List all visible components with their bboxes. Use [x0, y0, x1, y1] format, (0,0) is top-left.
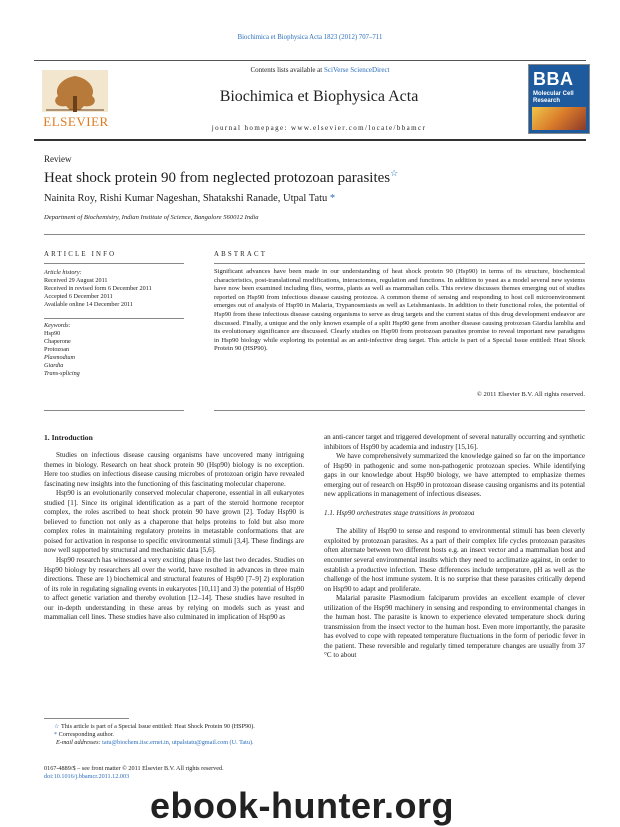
running-head: Biochimica et Biophysica Acta 1823 (2012) 707–711 — [237, 34, 383, 41]
article-history — [44, 269, 194, 309]
footnote: ☆ This article is part of a Special Issue entitled: Heat Shock Protein 90 (HSP90). — [54, 723, 255, 730]
title-footnote-mark[interactable]: ☆ — [390, 168, 399, 178]
paragraph: The ability of Hsp90 to sense and respond to environmental stimuli has been cleverly exploited by protozoan parasites. As a part of their complex life cycles protozoan parasites often alternate between two different hosts e.g. an insect vector and a mammalian host and encounter several environmental insults which they need to acclimatize against, in order to establish a productive infection. These differences include temperature, pH as well as the challenge of the host immune system. It is no surprise that these parasites critically depend on Hsp90 to adapt and proliferate. — [324, 527, 585, 593]
keyword: Giardia — [44, 362, 64, 369]
paragraph: an anti-cancer target and triggered development of several naturally occurring and synthetic inhibitors of Hsp90 by academia and industry [15,16]. — [324, 433, 585, 451]
abstract-text: Significant advances have been made in our understanding of heat shock protein 90 (Hsp90) in terms of its structure, biochemical characteristics, post-translational modifications, interactomes, regulation and functions. In addition to yeast as a model several new systems have now been examined including flies, worms, plants as well as mammalian cells. This review discusses themes emerging out of studies reported on Hsp90 from infectious disease causing protozoa. A common theme of sensing and responding to host cell microenvironment emerges out of analysis of Hsp90 in Malaria, Trypanosmiasis as well as Leishmaniasis. In addition to their functional roles, the potential of Hsp90 from these infectious disease causing organisms to serve as drug targets and the current status of this drug development endeavor are discussed. Finally, a unique and the only known example of a split Hsp90 gene from another disease causing protozoan Giardia lamblia and its evolutionary significance are discussed. Clearly studies on Hsp90 from protozoan parasites promise to reveal important new paradigms in Hsp90 biology while exploring its potential as an anti-infective drug target. This article is part of a Special Issue entitled: Heat Shock Protein 90 (HSP90). — [214, 268, 585, 353]
history-item: Accepted 6 December 2011 — [44, 293, 113, 300]
history-item: Received 29 August 2011 — [44, 277, 108, 284]
paragraph: Hsp90 research has witnessed a very exciting phase in the last two decades. Studies on Hsp90 biology by researchers all over the world, have resulted in advances in three main directions. These are 1) biochemical and structural features of Hsp90 [7–9] 2) exploration of its role in regulating signaling events in eukaryotes [10,11] and 3) the potential of Hsp90 to affect genetic variation and thereby evolution [12–14]. These studies have resulted in our in-depth understanding in these areas by relying on models such as yeast and mammalian cell lines. These studies have also culminated in implication of Hsp90 as — [44, 556, 304, 622]
journal-title: Biochimica et Biophysica Acta — [219, 88, 419, 105]
issn: 0167-4889/$ – see front matter © 2011 Elsevier B.V. All rights reserved. — [44, 765, 224, 772]
paragraph: Malarial parasite Plasmodium falciparum provides an excellent example of clever utilization of the Hsp90 machinery in sensing and responding to environmental changes in the human host. The parasite is known to experience elevated temperature shock during transmission from the insect vector to the human host. Even more importantly, the parasite has evolved to cope with repeated temperature fluctuations in the form of periodic fever in the patient. These reversible and regularly timed temperature changes are usually from 37 °C to about — [324, 594, 585, 660]
paragraph: Hsp90 is an evolutionarily conserved molecular chaperone, essential in all eukaryotes studied [1]. Since its original identification as a part of the steroid hormone receptor complex, the roles ascribed to heat shock protein 90 have grown [2]. Today Hsp90 is believed to function not only as a chaperone that helps proteins to fold but also more complex roles in maintaining regulatory proteins in metastable conformations that are poised for activation in response to specific environmental stimuli [3,4]. These findings are now well supported by structural and mechanistic data [5,6]. — [44, 489, 304, 555]
abstract-heading: ABSTRACT — [214, 251, 268, 258]
right-column — [324, 433, 585, 661]
watermark: ebook-hunter.org — [150, 785, 454, 826]
corresponding-mark[interactable]: * — [329, 193, 336, 204]
header-rule — [44, 234, 585, 235]
keywords-label: Keywords: — [44, 322, 71, 329]
masthead-bottom-rule — [34, 139, 586, 141]
cover-bba: BBA — [533, 69, 574, 89]
footnotes — [44, 723, 304, 747]
cover-image — [532, 107, 586, 130]
footnote-rule — [44, 718, 129, 719]
abstract-rule — [214, 263, 585, 264]
front-matter — [44, 765, 304, 781]
info-rule — [44, 263, 184, 264]
left-column — [44, 451, 304, 623]
copyright: © 2011 Elsevier B.V. All rights reserved. — [476, 391, 585, 398]
history-item: Received in revised form 6 December 2011 — [44, 285, 152, 292]
subsection-heading: 1.1. Hsp90 orchestrates stage transitions in protozoa — [324, 508, 475, 517]
elsevier-logo — [34, 66, 116, 128]
keyword: Chaperone — [44, 338, 71, 345]
info-bottom-rule — [44, 410, 184, 411]
journal-cover — [528, 64, 590, 134]
paragraph: We have comprehensively summarized the knowledge gained so far on the importance of Hsp90 in pathogenic and some non-pathogenic protozoan species. While identifying gaps in our knowledge about Hsp90 biology, we have attempted to emphasize themes emerging out of research on Hsp90 in protozoan disease causing organisms and its potential new applications in management of infectious diseases. — [324, 452, 585, 499]
authors: Nainita Roy, Rishi Kumar Nageshan, Shatakshi Ranade, Utpal Tatu — [44, 193, 328, 204]
keyword: Trans-splicing — [44, 370, 80, 377]
keyword: Protozoan — [44, 346, 70, 353]
keywords-rule — [44, 318, 184, 319]
contents-prefix: Contents lists available at — [250, 66, 324, 74]
keyword: Plasmodium — [44, 354, 75, 361]
abstract-bottom-rule — [214, 410, 585, 411]
footnote-mark: * — [54, 731, 58, 738]
history-label: Article history: — [44, 269, 82, 276]
affiliation: Department of Biochemistry, Indian Institute of Science, Bangalore 560012 India — [44, 214, 259, 221]
publisher-name: ELSEVIER — [43, 114, 109, 129]
footnote: E-mail addresses: tatu@biochem.iisc.ernet.in, utpalstatu@gmail.com (U. Tatu). — [56, 739, 254, 746]
footnote-mark: ☆ — [54, 723, 60, 730]
cover-subtitle: Molecular Cell Research — [533, 91, 574, 104]
doi-link[interactable]: doi:10.1016/j.bbamcr.2011.12.003 — [44, 773, 130, 780]
article-info-heading: ARTICLE INFO — [44, 251, 117, 258]
keywords — [44, 322, 194, 378]
contents-line — [130, 66, 510, 74]
history-item: Available online 14 December 2011 — [44, 301, 133, 308]
article-type: Review — [44, 154, 72, 164]
keyword: Hsp90 — [44, 330, 61, 337]
footnote: * Corresponding author. — [54, 731, 114, 738]
masthead-top-rule — [34, 60, 586, 61]
article-title: Heat shock protein 90 from neglected protozoan parasites — [44, 170, 391, 186]
author-line — [44, 193, 335, 204]
email-links[interactable]: tatu@biochem.iisc.ernet.in, utpalstatu@gmail.com (U. Tatu). — [102, 739, 254, 746]
article-title-line — [44, 168, 398, 187]
paragraph: Studies on infectious disease causing organisms have uncovered many intriguing themes in biology. Research on heat shock protein 90 (Hsp90) biology is no exception. Here too studies on infectious disease causing microbes of protozoan origin have revealed fascinating new insights into the functioning of this fascinating molecular chaperone. — [44, 451, 304, 488]
journal-homepage[interactable]: journal homepage: www.elsevier.com/locate/bbamcr — [211, 124, 427, 132]
section-heading: 1. Introduction — [44, 433, 93, 442]
sciencedirect-link[interactable]: SciVerse ScienceDirect — [324, 66, 390, 74]
